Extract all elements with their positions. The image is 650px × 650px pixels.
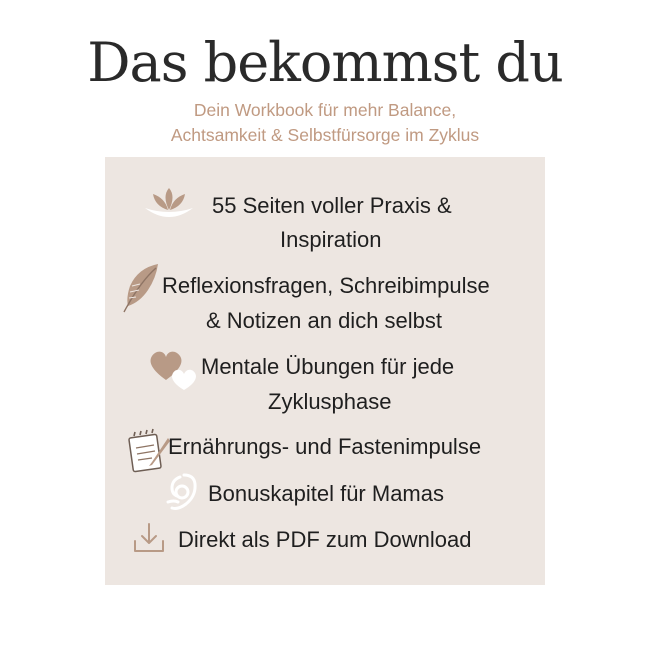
subtitle-line-2: Achtsamkeit & Selbstfürsorge im Zyklus (170, 125, 480, 145)
feature-text: 55 Seiten voller Praxis & (212, 193, 452, 218)
subtitle (0, 98, 650, 148)
feather-quill-icon (118, 262, 164, 319)
feature-text: Reflexionsfragen, Schreibimpulse (162, 273, 490, 298)
feature-text: Inspiration (280, 227, 382, 252)
feature-text: Ernährungs- und Fastenimpulse (168, 434, 482, 459)
feature-text: Zyklusphase (268, 389, 392, 414)
feature-text: Mentale Übungen für jede (201, 354, 455, 379)
feature-text: Direkt als PDF zum Download (178, 527, 472, 552)
feature-text: Bonuskapitel für Mamas (208, 481, 444, 506)
subtitle-line-1: Dein Workbook für mehr Balance, (193, 100, 457, 120)
page-title: Das bekommst du (87, 31, 563, 94)
feature-text: & Notizen an dich selbst (206, 308, 443, 333)
mother-baby-icon (164, 472, 198, 517)
lotus-icon (143, 186, 195, 227)
download-icon (132, 521, 166, 560)
hearts-icon (148, 346, 200, 397)
